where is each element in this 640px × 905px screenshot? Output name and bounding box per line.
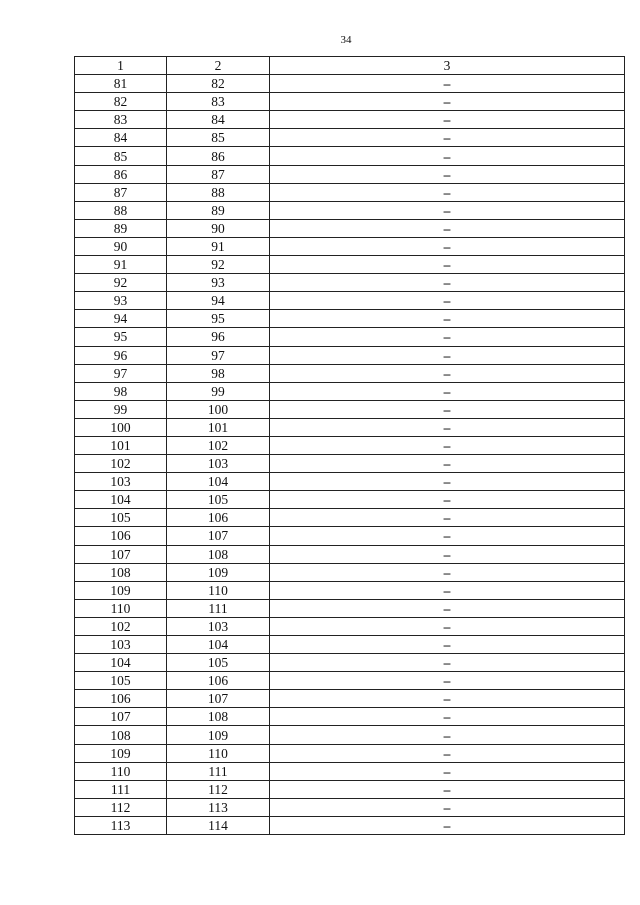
table-cell-col-3 bbox=[270, 418, 625, 436]
table-cell-col-3 bbox=[270, 274, 625, 292]
table-row bbox=[75, 201, 625, 219]
table-cell-col-2: 87 bbox=[167, 165, 270, 183]
table-cell-col-1: 82 bbox=[75, 93, 167, 111]
table-row bbox=[75, 219, 625, 237]
table-row bbox=[75, 292, 625, 310]
table-cell-col-2: 94 bbox=[167, 292, 270, 310]
table-cell-col-3 bbox=[270, 201, 625, 219]
dash-value: – bbox=[443, 438, 451, 454]
table-cell-col-3 bbox=[270, 400, 625, 418]
table-cell-col-2: 97 bbox=[167, 346, 270, 364]
table-cell-col-3 bbox=[270, 654, 625, 672]
table-row bbox=[75, 473, 625, 491]
table-cell-col-3 bbox=[270, 599, 625, 617]
table-cell-col-1: 96 bbox=[75, 346, 167, 364]
dash-value: – bbox=[443, 673, 451, 689]
table-cell-col-1: 112 bbox=[75, 798, 167, 816]
table-cell-col-3 bbox=[270, 545, 625, 563]
table-cell-col-3 bbox=[270, 636, 625, 654]
table-cell-col-3 bbox=[270, 509, 625, 527]
table-row bbox=[75, 816, 625, 834]
table-cell-col-1: 109 bbox=[75, 581, 167, 599]
dash-value: – bbox=[443, 564, 451, 580]
table-cell-col-1: 102 bbox=[75, 455, 167, 473]
table-row bbox=[75, 147, 625, 165]
table-row bbox=[75, 400, 625, 418]
table-cell-col-2: 106 bbox=[167, 672, 270, 690]
dash-value: – bbox=[443, 257, 451, 273]
table-cell-col-1: 86 bbox=[75, 165, 167, 183]
table-cell-col-2: 106 bbox=[167, 509, 270, 527]
table-cell-col-3 bbox=[270, 708, 625, 726]
dash-value: – bbox=[443, 799, 451, 815]
dash-value: – bbox=[443, 220, 451, 236]
dash-value: – bbox=[443, 166, 451, 182]
table-cell-col-1: 83 bbox=[75, 111, 167, 129]
table-row bbox=[75, 328, 625, 346]
dash-value: – bbox=[443, 383, 451, 399]
table-cell-col-3 bbox=[270, 581, 625, 599]
table-row bbox=[75, 654, 625, 672]
table-cell-col-3 bbox=[270, 310, 625, 328]
table-cell-col-3 bbox=[270, 762, 625, 780]
table-cell-col-2: 110 bbox=[167, 581, 270, 599]
table-cell-col-1: 106 bbox=[75, 690, 167, 708]
table-row bbox=[75, 762, 625, 780]
table-cell-col-1: 88 bbox=[75, 201, 167, 219]
dash-value: – bbox=[443, 311, 451, 327]
table-row bbox=[75, 708, 625, 726]
table-row bbox=[75, 256, 625, 274]
table-cell-col-3 bbox=[270, 111, 625, 129]
dash-value: – bbox=[443, 510, 451, 526]
table-row bbox=[75, 726, 625, 744]
table-cell-col-1: 85 bbox=[75, 147, 167, 165]
table-cell-col-1: 105 bbox=[75, 672, 167, 690]
table-cell-col-2: 83 bbox=[167, 93, 270, 111]
table-cell-col-3 bbox=[270, 690, 625, 708]
table-row bbox=[75, 75, 625, 93]
table-row bbox=[75, 744, 625, 762]
dash-value: – bbox=[443, 600, 451, 616]
table-cell-col-1: 109 bbox=[75, 744, 167, 762]
table-cell-col-2: 103 bbox=[167, 455, 270, 473]
table-cell-col-1: 103 bbox=[75, 636, 167, 654]
table-cell-col-2: 113 bbox=[167, 798, 270, 816]
table-cell-col-1: 103 bbox=[75, 473, 167, 491]
table-cell-col-2: 100 bbox=[167, 400, 270, 418]
dash-value: – bbox=[443, 817, 451, 833]
table-cell-col-1: 81 bbox=[75, 75, 167, 93]
table-cell-col-1: 90 bbox=[75, 237, 167, 255]
table-cell-col-2: 89 bbox=[167, 201, 270, 219]
table-row bbox=[75, 165, 625, 183]
table-row bbox=[75, 636, 625, 654]
table-cell-col-1: 106 bbox=[75, 527, 167, 545]
table-cell-col-2: 111 bbox=[167, 762, 270, 780]
table-cell-col-3 bbox=[270, 816, 625, 834]
table-cell-col-2: 82 bbox=[167, 75, 270, 93]
table-cell-col-1: 92 bbox=[75, 274, 167, 292]
table-cell-col-3 bbox=[270, 382, 625, 400]
table-cell-col-3 bbox=[270, 219, 625, 237]
dash-value: – bbox=[443, 419, 451, 435]
table-cell-col-1: 113 bbox=[75, 816, 167, 834]
table-cell-col-3 bbox=[270, 780, 625, 798]
dash-value: – bbox=[443, 293, 451, 309]
table-cell-col-1: 99 bbox=[75, 400, 167, 418]
table-cell-col-3 bbox=[270, 237, 625, 255]
table-cell-col-3 bbox=[270, 473, 625, 491]
table-cell-col-2: 84 bbox=[167, 111, 270, 129]
dash-value: – bbox=[443, 582, 451, 598]
dash-value: – bbox=[443, 130, 451, 146]
table-cell-col-3 bbox=[270, 147, 625, 165]
column-header-1: 1 bbox=[75, 57, 167, 75]
table-row bbox=[75, 237, 625, 255]
table-cell-col-1: 107 bbox=[75, 708, 167, 726]
dash-value: – bbox=[443, 365, 451, 381]
table-cell-col-2: 101 bbox=[167, 418, 270, 436]
table-cell-col-2: 93 bbox=[167, 274, 270, 292]
table-cell-col-1: 89 bbox=[75, 219, 167, 237]
table-cell-col-1: 91 bbox=[75, 256, 167, 274]
table-cell-col-2: 102 bbox=[167, 436, 270, 454]
table-row bbox=[75, 346, 625, 364]
table-cell-col-3 bbox=[270, 183, 625, 201]
table-row bbox=[75, 672, 625, 690]
dash-value: – bbox=[443, 202, 451, 218]
dash-value: – bbox=[443, 655, 451, 671]
table-cell-col-1: 100 bbox=[75, 418, 167, 436]
table-row bbox=[75, 545, 625, 563]
table-cell-col-2: 107 bbox=[167, 527, 270, 545]
table-cell-col-2: 108 bbox=[167, 708, 270, 726]
dash-value: – bbox=[443, 492, 451, 508]
table-cell-col-2: 99 bbox=[167, 382, 270, 400]
table-cell-col-3 bbox=[270, 129, 625, 147]
table-cell-col-3 bbox=[270, 527, 625, 545]
table-row bbox=[75, 93, 625, 111]
table-cell-col-3 bbox=[270, 455, 625, 473]
table-cell-col-2: 86 bbox=[167, 147, 270, 165]
table-row bbox=[75, 527, 625, 545]
table-cell-col-1: 95 bbox=[75, 328, 167, 346]
table-cell-col-2: 90 bbox=[167, 219, 270, 237]
table-cell-col-3 bbox=[270, 491, 625, 509]
table-cell-col-1: 94 bbox=[75, 310, 167, 328]
table-cell-col-2: 91 bbox=[167, 237, 270, 255]
table-cell-col-2: 109 bbox=[167, 726, 270, 744]
data-table bbox=[74, 56, 625, 835]
table-cell-col-3 bbox=[270, 364, 625, 382]
dash-value: – bbox=[443, 148, 451, 164]
column-header-2: 2 bbox=[167, 57, 270, 75]
table-cell-col-2: 98 bbox=[167, 364, 270, 382]
table-row bbox=[75, 491, 625, 509]
table-row bbox=[75, 599, 625, 617]
table-cell-col-2: 105 bbox=[167, 654, 270, 672]
table-cell-col-3 bbox=[270, 436, 625, 454]
table-cell-col-3 bbox=[270, 256, 625, 274]
dash-value: – bbox=[443, 347, 451, 363]
table-cell-col-1: 111 bbox=[75, 780, 167, 798]
table-row bbox=[75, 382, 625, 400]
table-cell-col-2: 104 bbox=[167, 636, 270, 654]
table-cell-col-3 bbox=[270, 744, 625, 762]
table-cell-col-1: 108 bbox=[75, 726, 167, 744]
table-cell-col-3 bbox=[270, 672, 625, 690]
table-cell-col-1: 110 bbox=[75, 599, 167, 617]
table-row bbox=[75, 129, 625, 147]
dash-value: – bbox=[443, 727, 451, 743]
dash-value: – bbox=[443, 238, 451, 254]
dash-value: – bbox=[443, 618, 451, 634]
table-row bbox=[75, 274, 625, 292]
dash-value: – bbox=[443, 691, 451, 707]
table-cell-col-2: 108 bbox=[167, 545, 270, 563]
table-cell-col-2: 104 bbox=[167, 473, 270, 491]
table-cell-col-2: 92 bbox=[167, 256, 270, 274]
table-cell-col-2: 96 bbox=[167, 328, 270, 346]
table-cell-col-3 bbox=[270, 346, 625, 364]
table-cell-col-1: 108 bbox=[75, 563, 167, 581]
table-row bbox=[75, 364, 625, 382]
table-cell-col-2: 103 bbox=[167, 617, 270, 635]
dash-value: – bbox=[443, 456, 451, 472]
dash-value: – bbox=[443, 76, 451, 92]
table-row bbox=[75, 455, 625, 473]
table-cell-col-2: 112 bbox=[167, 780, 270, 798]
table-row bbox=[75, 780, 625, 798]
table-cell-col-1: 87 bbox=[75, 183, 167, 201]
dash-value: – bbox=[443, 637, 451, 653]
dash-value: – bbox=[443, 94, 451, 110]
table-row bbox=[75, 581, 625, 599]
table-row bbox=[75, 418, 625, 436]
table-cell-col-2: 111 bbox=[167, 599, 270, 617]
table-row bbox=[75, 111, 625, 129]
table-row bbox=[75, 310, 625, 328]
dash-value: – bbox=[443, 745, 451, 761]
table-row bbox=[75, 183, 625, 201]
table-cell-col-3 bbox=[270, 165, 625, 183]
table-cell-col-2: 114 bbox=[167, 816, 270, 834]
table-cell-col-2: 107 bbox=[167, 690, 270, 708]
dash-value: – bbox=[443, 275, 451, 291]
table-cell-col-2: 105 bbox=[167, 491, 270, 509]
table-cell-col-1: 102 bbox=[75, 617, 167, 635]
dash-value: – bbox=[443, 763, 451, 779]
table-cell-col-1: 93 bbox=[75, 292, 167, 310]
dash-value: – bbox=[443, 401, 451, 417]
dash-value: – bbox=[443, 329, 451, 345]
table-row bbox=[75, 617, 625, 635]
table-row bbox=[75, 563, 625, 581]
dash-value: – bbox=[443, 781, 451, 797]
table-cell-col-3 bbox=[270, 75, 625, 93]
table-cell-col-1: 105 bbox=[75, 509, 167, 527]
table-row bbox=[75, 798, 625, 816]
table-cell-col-3 bbox=[270, 617, 625, 635]
table-header bbox=[75, 57, 625, 75]
table-cell-col-2: 110 bbox=[167, 744, 270, 762]
table-body bbox=[75, 75, 625, 835]
page-number: 34 bbox=[340, 34, 352, 46]
table-cell-col-3 bbox=[270, 726, 625, 744]
table-cell-col-2: 109 bbox=[167, 563, 270, 581]
table-cell-col-3 bbox=[270, 563, 625, 581]
table-cell-col-1: 107 bbox=[75, 545, 167, 563]
table-cell-col-1: 104 bbox=[75, 491, 167, 509]
table-row bbox=[75, 509, 625, 527]
column-header-3: 3 bbox=[270, 57, 625, 75]
table-cell-col-1: 97 bbox=[75, 364, 167, 382]
table-cell-col-1: 110 bbox=[75, 762, 167, 780]
table-cell-col-3 bbox=[270, 798, 625, 816]
table-cell-col-1: 104 bbox=[75, 654, 167, 672]
table-cell-col-2: 85 bbox=[167, 129, 270, 147]
table-cell-col-1: 84 bbox=[75, 129, 167, 147]
table-cell-col-2: 88 bbox=[167, 183, 270, 201]
table-cell-col-2: 95 bbox=[167, 310, 270, 328]
dash-value: – bbox=[443, 112, 451, 128]
dash-value: – bbox=[443, 546, 451, 562]
table-cell-col-1: 98 bbox=[75, 382, 167, 400]
dash-value: – bbox=[443, 709, 451, 725]
table-cell-col-3 bbox=[270, 93, 625, 111]
table-cell-col-3 bbox=[270, 328, 625, 346]
dash-value: – bbox=[443, 184, 451, 200]
table-header-row bbox=[75, 57, 625, 75]
table-cell-col-1: 101 bbox=[75, 436, 167, 454]
table-row bbox=[75, 436, 625, 454]
table-cell-col-3 bbox=[270, 292, 625, 310]
dash-value: – bbox=[443, 474, 451, 490]
table-row bbox=[75, 690, 625, 708]
dash-value: – bbox=[443, 528, 451, 544]
